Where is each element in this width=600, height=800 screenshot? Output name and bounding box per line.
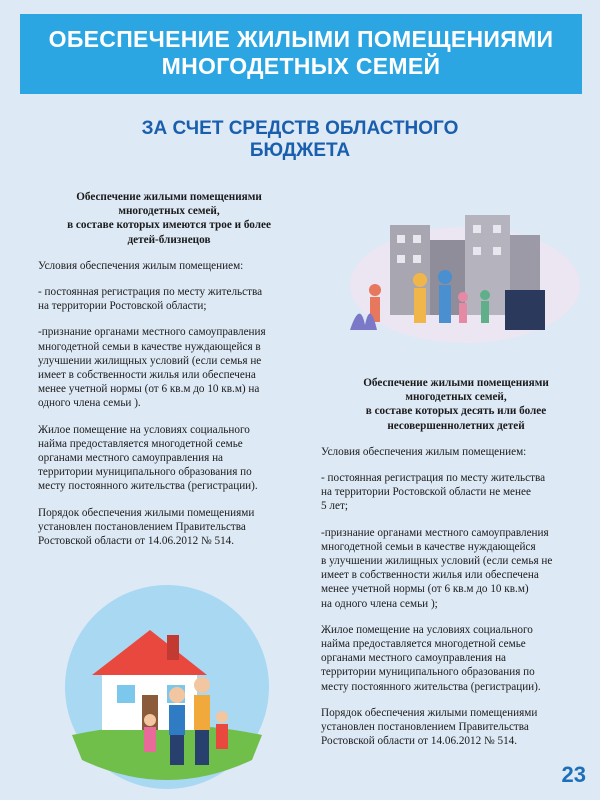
section-subtitle: ЗА СЧЕТ СРЕДСТВ ОБЛАСТНОГО БЮДЖЕТА	[141, 118, 459, 161]
right-paragraph: Порядок обеспечения жилыми помещениями установлен постановлением Правительства Ростовской области от 14.06.2012 № 514.	[321, 706, 538, 748]
page-number: 23	[561, 762, 586, 787]
left-column	[38, 190, 300, 560]
right-paragraph: Условия обеспечения жилым помещением:	[321, 445, 527, 458]
right-column	[321, 376, 591, 760]
right-paragraph: Жилое помещение на условиях социального найма предоставляется многодетной семье органами местного самоуправления на территории муниципального образования по месту постоянного жительства (регистрации).	[321, 623, 541, 693]
left-paragraph: Жилое помещение на условиях социального найма предоставляется многодетной семье органами местного самоуправления на территории муниципального образования по месту постоянного жительства (регистрации).	[38, 423, 258, 493]
left-paragraph: Порядок обеспечения жилыми помещениями установлен постановлением Правительства Ростовской области от 14.06.2012 № 514.	[38, 506, 255, 548]
house-family-illustration	[62, 585, 272, 790]
left-paragraph: Условия обеспечения жилым помещением:	[38, 259, 244, 272]
right-paragraph: - постоянная регистрация по месту жительства на территории Ростовской области не менее 5 лет;	[321, 472, 546, 513]
left-heading: Обеспечение жилыми помещениями многодетных семей, в составе которых имеются трое и более детей-близнецов	[67, 191, 271, 246]
city-family-illustration	[345, 205, 585, 345]
right-heading: Обеспечение жилыми помещениями многодетных семей, в составе которых десять или более несовершеннолетних детей	[363, 377, 549, 432]
header-banner: ОБЕСПЕЧЕНИЕ ЖИЛЫМИ ПОМЕЩЕНИЯМИ МНОГОДЕТНЫХ СЕМЕЙ	[20, 14, 582, 94]
left-paragraph: -признание органами местного самоуправления многодетной семьи в качестве нуждающейся в улучшении жилищных условий (если семья не имеет в собственности жилья или обеспечена менее учетной нормы (от 6 кв.м до 10 кв.м) на одного члена семьи ).	[38, 326, 266, 410]
left-paragraph: - постоянная регистрация по месту жительства на территории Ростовской области;	[38, 286, 263, 313]
right-paragraph: -признание органами местного самоуправления многодетной семьи в качестве нуждающейся в улучшении жилищных условий (если семья не имеет в собственности жилья или обеспечена менее учетной нормы (от 6 кв.м до 10 кв.м) на одного члена семьи );	[321, 526, 553, 610]
